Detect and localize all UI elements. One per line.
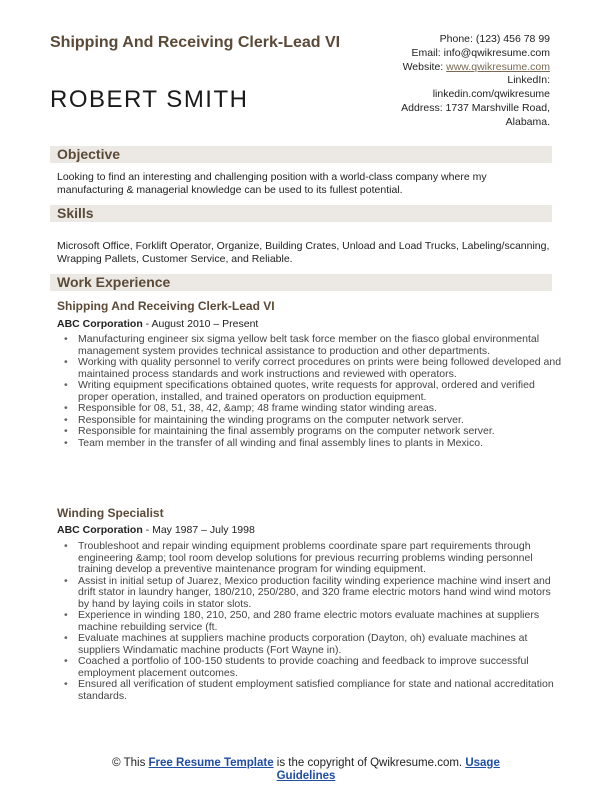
job-2-company-line: [57, 524, 255, 536]
job-title-heading: Shipping And Receiving Clerk-Lead VI: [50, 34, 341, 51]
contact-website: [310, 61, 550, 75]
list-item: • Responsible for maintaining the winding programs on the computer network server.: [78, 415, 563, 427]
website-link[interactable]: www.qwikresume.com: [446, 60, 550, 73]
usage-guidelines-link-part1[interactable]: Usage: [465, 757, 500, 769]
job-2-title: Winding Specialist: [57, 506, 164, 520]
job-1-company-line: [57, 318, 258, 330]
list-item: • Team member in the transfer of all winding and final assembly lines to plants in Mexico.: [78, 438, 563, 450]
candidate-name: ROBERT SMITH: [50, 86, 249, 113]
contact-linkedin-value: linkedin.com/qwikresume: [432, 88, 550, 101]
objective-title: Objective: [57, 146, 121, 162]
list-item: • Experience in winding 180, 210, 250, and 280 frame electric motors evaluate machines at suppliers machine rebuilding service (ft.: [78, 610, 563, 633]
footer-prefix: © This: [112, 757, 149, 769]
job-1-company: ABC Corporation: [57, 318, 143, 330]
list-item: • Writing equipment specifications obtained quotes, write requests for approval, ordered and verified proper operation, installed, and trained operators on production equipment.: [78, 380, 563, 403]
contact-address-line2: Alabama.: [505, 115, 550, 128]
skills-text: Microsoft Office, Forklift Operator, Organize, Building Crates, Unload and Load Trucks, Labeling/scanning, Wrapping Pallets, Customer Service, and Reliable.: [57, 240, 550, 265]
free-resume-template-link[interactable]: Free Resume Template: [148, 757, 274, 769]
list-item: • Assist in initial setup of Juarez, Mexico production facility winding experience machine wind insert and drift stator in laundry hanger, 180/210, 250/280, and 320 frame electric motors hand wind wind motors by hand by laying coils in stator slots.: [78, 576, 563, 611]
copyright-footer: [0, 757, 612, 783]
footer-middle: is the copyright of Qwikresume.com.: [273, 757, 466, 769]
job-1-dates: - August 2010 – Present: [142, 318, 259, 330]
usage-guidelines-link-part2[interactable]: Guidelines: [276, 770, 336, 782]
objective-section-header: [50, 146, 552, 163]
contact-phone: Phone: (123) 456 78 99: [439, 33, 550, 45]
list-item: • Ensured all verification of student employment satisfied compliance for state and national accreditation standards.: [78, 679, 563, 702]
list-item: • Manufacturing engineer six sigma yellow belt task force member on the fiasco global environmental management system provides technical assistance to production and other departments.: [78, 334, 563, 357]
list-item: • Troubleshoot and repair winding equipment problems coordinate spare part requirements through engineering &amp; tool room develop solutions for previous recurring problems winding personnel training develop a preventive maintenance program for winding equipment.: [78, 541, 563, 576]
list-item: • Working with quality personnel to verify correct procedures on prints were being followed developed and maintained process standards and work instructions and reviewed with operators.: [78, 357, 563, 380]
contact-linkedin-label: LinkedIn:: [507, 74, 550, 87]
experience-title: Work Experience: [57, 274, 171, 290]
list-item: • Coached a portfolio of 100-150 students to provide coaching and feedback to improve successful employment placement outcomes.: [78, 656, 563, 679]
skills-section-header: [50, 205, 552, 222]
objective-text: Looking to find an interesting and challenging position with a world-class company where my manufacturing & managerial knowledge can be used to its fullest potential.: [57, 171, 487, 196]
list-item: • Responsible for maintaining the final assembly programs on the computer network server.: [78, 426, 563, 438]
job-1-bullets: [62, 334, 563, 449]
job-1-title: Shipping And Receiving Clerk-Lead VI: [57, 299, 275, 313]
job-2-bullets: [62, 541, 563, 702]
skills-title: Skills: [57, 205, 94, 221]
website-label: Website:: [402, 60, 447, 73]
list-item: • Responsible for 08, 51, 38, 42, &amp; 48 frame winding stator winding areas.: [78, 403, 563, 415]
contact-email: Email: info@qwikresume.com: [411, 46, 550, 59]
job-2-dates: - May 1987 – July 1998: [142, 524, 255, 536]
list-item: • Evaluate machines at suppliers machine products corporation (Dayton, oh) evaluate machines at suppliers Windamatic machine products (Fort Wayne in).: [78, 633, 563, 656]
job-2-company: ABC Corporation: [57, 524, 143, 536]
contact-block: [310, 33, 550, 130]
experience-section-header: [50, 274, 552, 291]
contact-address-line1: Address: 1737 Marshville Road,: [401, 101, 550, 114]
